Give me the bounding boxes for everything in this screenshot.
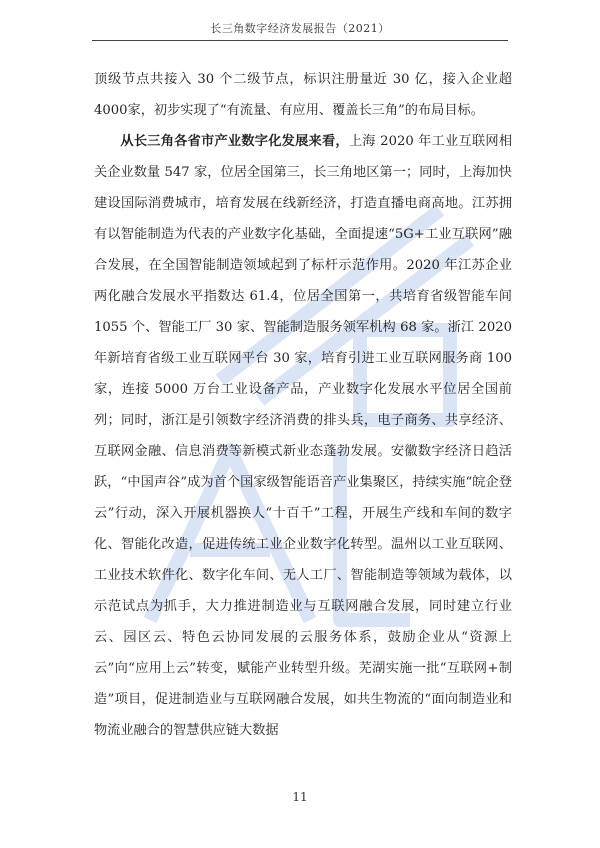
header-rule	[92, 40, 508, 41]
paragraph-body: 上海 2020 年工业互联网相关企业数量 547 家，位居全国第三，长三角地区第一；同时，上海加快建设国际消费城市，培育发展在线新经济，打造直播电商高地。江苏拥有以智能制造为代表的产业数字化基础，全面提速“5G+工业互联网”融合发展，在全国智能制造领域起到了标杆示范作用。2020 年江苏企业两化融合发展水平指数达 61.4，位居全国第一，共培育省级智能车间 1055 个、智能工厂 30 家、智能制造服务领军机构 68 家。浙江 2020 年新培育省级工业互联网平台 30 家，培育引进工业互联网服务商 100 家，连接 5000 万台工业设备产品，产业数字化发展水平位居全国前列；同时，浙江是引领数字经济消费的排头兵，电子商务、共享经济、互联网金融、信息消费等新模式新业态蓬勃发展。安徽数字经济日趋活跃，“中国声谷”成为首个国家级智能语音产业集聚区，持续实施“皖企登云”行动，深入开展机器换人“十百千”工程，开展生产线和车间的数字化、智能化改造，促进传统工业企业数字化转型。温州以工业互联网、工业技术软件化、数字化车间、无人工厂、智能制造等领域为载体，以示范试点为抓手，大力推进制造业与互联网融合发展，同时建立行业云、园区云、特色云协同发展的云服务体系，鼓励企业从“资源上云”向“应用上云”转变，赋能产业转型升级。芜湖实施一批“互联网+制造”项目，促进制造业与互联网融合发展，如共生物流的“面向制造业和物流业融合的智慧供应链大数据	[94, 134, 513, 738]
running-header: 长三角数字经济发展报告（2021）	[210, 22, 390, 35]
paragraph-continuation: 顶级节点共接入 30 个二级节点，标识注册量近 30 亿，接入企业超 4000家，初步实现了“有流量、有应用、覆盖长三角”的布局目标。	[94, 72, 512, 118]
paragraph-industrial-digitalization	[94, 126, 512, 746]
paragraph-lead: 从长三角各省市产业数字化发展来看，	[120, 134, 349, 149]
page-number: 11	[292, 790, 308, 804]
body-text	[94, 64, 512, 746]
